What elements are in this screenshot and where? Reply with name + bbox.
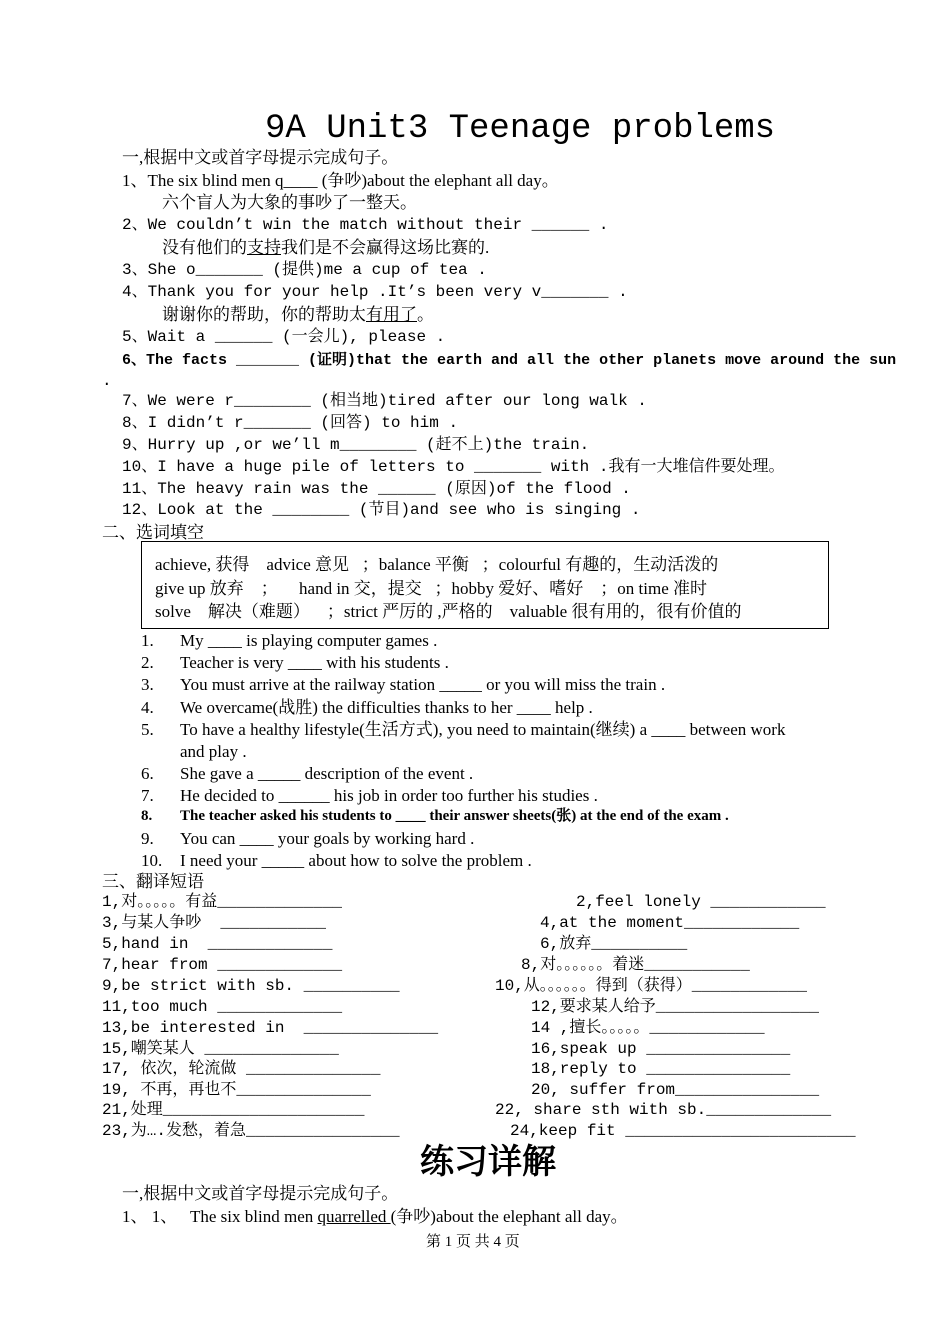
fill-item-text: You must arrive at the railway station _____ or you will miss the train . xyxy=(180,675,666,694)
question-11: 11、The heavy rain was the ______ (原因)of the flood . xyxy=(122,480,631,498)
question-1: 1、The six blind men q____ (争吵)about the elephant all day。 xyxy=(122,171,559,190)
page-title: 9A Unit3 Teenage problems xyxy=(265,110,776,148)
fill-item-number: 3. xyxy=(141,675,154,694)
phrase-right: 24,keep fit ________________________ xyxy=(510,1122,856,1140)
fill-item-number: 9. xyxy=(141,829,154,848)
question-1-translation: 六个盲人为大象的事吵了一整天。 xyxy=(162,193,417,212)
phrase-left: 15,嘲笑某人 ______________ xyxy=(102,1040,339,1058)
fill-item-number: 10. xyxy=(141,851,163,870)
question-7: 7、We were r________ (相当地)tired after our long walk . xyxy=(122,392,647,410)
phrase-right: 16,speak up _______________ xyxy=(531,1040,791,1058)
question-4: 4、Thank you for your help .It’s been very v_______ . xyxy=(122,283,628,301)
phrase-right: 12,要求某人给予_________________ xyxy=(531,998,820,1016)
section-heading-1: 一,根据中文或首字母提示完成句子。 xyxy=(122,148,399,167)
fill-item-text: Teacher is very ____ with his students . xyxy=(180,653,449,672)
answers-section-heading: 一,根据中文或首字母提示完成句子。 xyxy=(122,1184,399,1203)
word-box-row-1: achieve, 获得 advice 意见 ；balance 平衡 ；colourful 有趣的，生动活泼的 xyxy=(155,555,719,574)
fill-item-number: 6. xyxy=(141,764,154,783)
phrase-left: 7,hear from _____________ xyxy=(102,956,343,974)
phrase-left: 9,be strict with sb. __________ xyxy=(102,977,400,995)
fill-item-text: My ____ is playing computer games . xyxy=(180,631,438,650)
question-2-translation: 没有他们的支持我们是不会赢得这场比赛的. xyxy=(162,238,490,257)
fill-item-number: 2. xyxy=(141,653,154,672)
fill-item-text: He decided to ______ his job in order too further his studies . xyxy=(180,786,598,805)
phrase-right: 18,reply to _______________ xyxy=(531,1060,791,1078)
fill-item-text: You can ____ your goals by working hard . xyxy=(180,829,475,848)
answers-heading: 练习详解 xyxy=(420,1142,556,1182)
section-heading-2: 二、选词填空 xyxy=(102,523,204,542)
fill-item-text: We overcame(战胜) the difficulties thanks to her ____ help . xyxy=(180,698,593,717)
phrase-right: 22, share sth with sb._____________ xyxy=(495,1101,832,1119)
page-footer: 第 1 页 共 4 页 xyxy=(426,1234,520,1250)
question-9: 9、Hurry up ,or we’ll m________ (赶不上)the train. xyxy=(122,436,590,454)
phrase-left: 1,对。。。。。有益_____________ xyxy=(102,893,343,911)
question-3: 3、She o_______ (提供)me a cup of tea . xyxy=(122,261,487,279)
phrase-left: 19, 不再，再也不______________ xyxy=(102,1081,371,1099)
phrase-right: 4,at the moment____________ xyxy=(540,914,800,932)
word-box-row-3: solve 解决（难题） ；strict 严厉的 ,严格的 valuable 很有用的，很有价值的 xyxy=(155,602,742,621)
fill-item-number: 1. xyxy=(141,631,154,650)
fill-item-number: 4. xyxy=(141,698,154,717)
phrase-left: 23,为….发愁，着急________________ xyxy=(102,1122,400,1140)
phrase-right: 10,从。。。。。。得到（获得）____________ xyxy=(495,977,808,995)
phrase-right: 6,放弃__________ xyxy=(540,935,688,953)
fill-item-text: She gave a _____ description of the event . xyxy=(180,764,474,783)
fill-item-text: To have a healthy lifestyle(生活方式), you need to maintain(继续) a ____ between work xyxy=(180,720,786,739)
phrase-left: 11,too much _____________ xyxy=(102,998,343,1016)
fill-item-text: I need your _____ about how to solve the problem . xyxy=(180,851,532,870)
question-4-translation: 谢谢你的帮助，你的帮助太有用了。 xyxy=(162,305,434,324)
phrase-right: 14 ,擅长。。。。。____________ xyxy=(531,1019,765,1037)
question-2: 2、We couldn’t win the match without their ______ . xyxy=(122,216,609,234)
phrase-right: 2,feel lonely ____________ xyxy=(576,893,826,911)
answer-1: 1、 1、 The six blind men quarrelled (争吵)about the elephant all day。 xyxy=(122,1207,628,1226)
question-12: 12、Look at the ________ (节目)and see who is singing . xyxy=(122,501,641,519)
phrase-left: 5,hand in _____________ xyxy=(102,935,333,953)
phrase-right: 20, suffer from_______________ xyxy=(531,1081,820,1099)
question-5: 5、Wait a ______ (一会儿), please . xyxy=(122,328,446,346)
fill-item-text-continued: and play . xyxy=(180,742,247,761)
phrase-left: 3,与某人争吵 ___________ xyxy=(102,914,327,932)
word-box-row-2: give up 放弃 ； hand in 交，提交 ；hobby 爱好、嗜好 ；on time 准时 xyxy=(155,579,708,598)
section-heading-3: 三、翻译短语 xyxy=(102,872,204,891)
phrase-right: 8,对。。。。。。着迷___________ xyxy=(521,956,750,974)
fill-item-number: 7. xyxy=(141,786,154,805)
question-8: 8、I didn’t r_______ (回答) to him . xyxy=(122,414,459,432)
phrase-left: 21,处理_____________________ xyxy=(102,1101,365,1119)
fill-item-number: 8. xyxy=(141,808,153,824)
phrase-left: 17, 依次，轮流做 ______________ xyxy=(102,1060,381,1078)
fill-item-text: The teacher asked his students to ____ their answer sheets(张) at the end of the exam . xyxy=(180,808,729,824)
question-6: 6、The facts _______ (证明)that the earth and all the other planets move around the sun xyxy=(122,352,897,369)
fill-item-number: 5. xyxy=(141,720,154,739)
phrase-left: 13,be interested in ______________ xyxy=(102,1019,439,1037)
question-10: 10、I have a huge pile of letters to _______ with .我有一大堆信件要处理。 xyxy=(122,458,785,476)
question-6-end: . xyxy=(102,372,112,390)
